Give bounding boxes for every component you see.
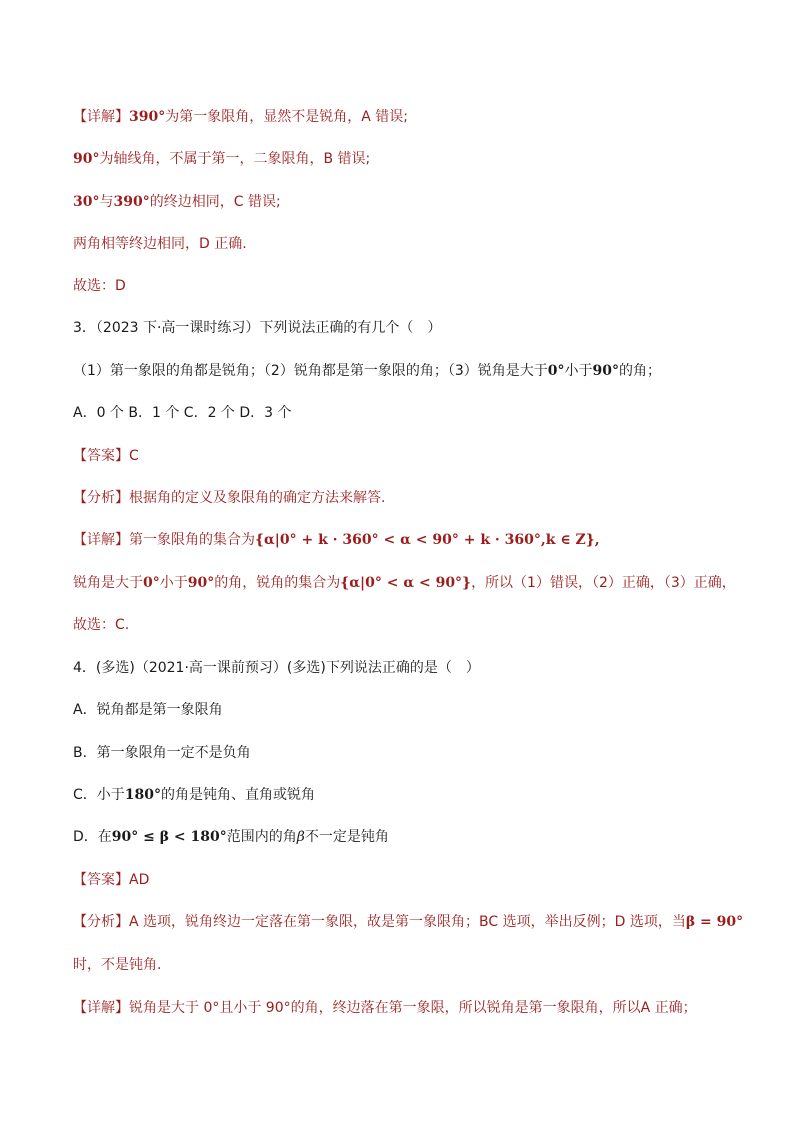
detail-line-4: 两角相等终边相同，D 正确. [73,236,247,252]
question-3-detail-1: 【详解】第一象限角的集合为{α|0° + k · 360° < α < 90° + k · 360°,k ∈ Z}, [73,532,600,548]
detail-line-3: 30°与390°的终边相同，C 错误; [73,194,281,210]
question-4-option-b: B．第一象限角一定不是负角 [73,745,251,761]
question-3-selection: 故选：C. [73,617,130,633]
question-3-answer: 【答案】C [73,448,139,464]
question-3-statements: （1）第一象限的角都是锐角；（2）锐角都是第一象限的角；（3）锐角是大于0°小于90°的角； [73,363,661,379]
question-4-option-a: A．锐角都是第一象限角 [73,702,223,718]
question-4-option-c: C．小于180°的角是钝角、直角或锐角 [73,787,316,803]
question-3-options: A．0 个 B．1 个 C．2 个 D．3 个 [73,405,292,421]
detail-line-1: 【详解】390°为第一象限角，显然不是锐角，A 错误; [73,109,408,125]
question-4-analysis-1: 【分析】A 选项，锐角终边一定落在第一象限，故是第一象限角；BC 选项，举出反例；D 选项，当β = 90° [73,914,744,930]
detail-tag: 【详解】 [73,109,129,125]
detail-line-2: 90°为轴线角，不属于第一，二象限角，B 错误; [73,151,371,167]
question-4-analysis-2: 时，不是钝角. [73,957,162,973]
selection-line: 故选：D [73,278,126,294]
question-4-option-d: D．在90° ≤ β < 180°范围内的角β不一定是钝角 [73,829,389,845]
question-4-answer: 【答案】AD [73,872,150,888]
question-3-stem: 3．（2023 下·高一课时练习）下列说法正确的有几个（ ） [73,320,442,336]
question-4-detail-1: 【详解】锐角是大于 0°且小于 90°的角，终边落在第一象限，所以锐角是第一象限角，所以A 正确； [73,1000,697,1016]
question-4-stem: 4．(多选)（2021·高一课前预习）(多选)下列说法正确的是（ ） [73,660,480,676]
question-3-analysis: 【分析】根据角的定义及象限角的确定方法来解答. [73,490,386,506]
question-3-detail-2: 锐角是大于0°小于90°的角，锐角的集合为{α|0° < α < 90°}，所以（1）错误，（2）正确，（3）正确， [73,575,736,591]
